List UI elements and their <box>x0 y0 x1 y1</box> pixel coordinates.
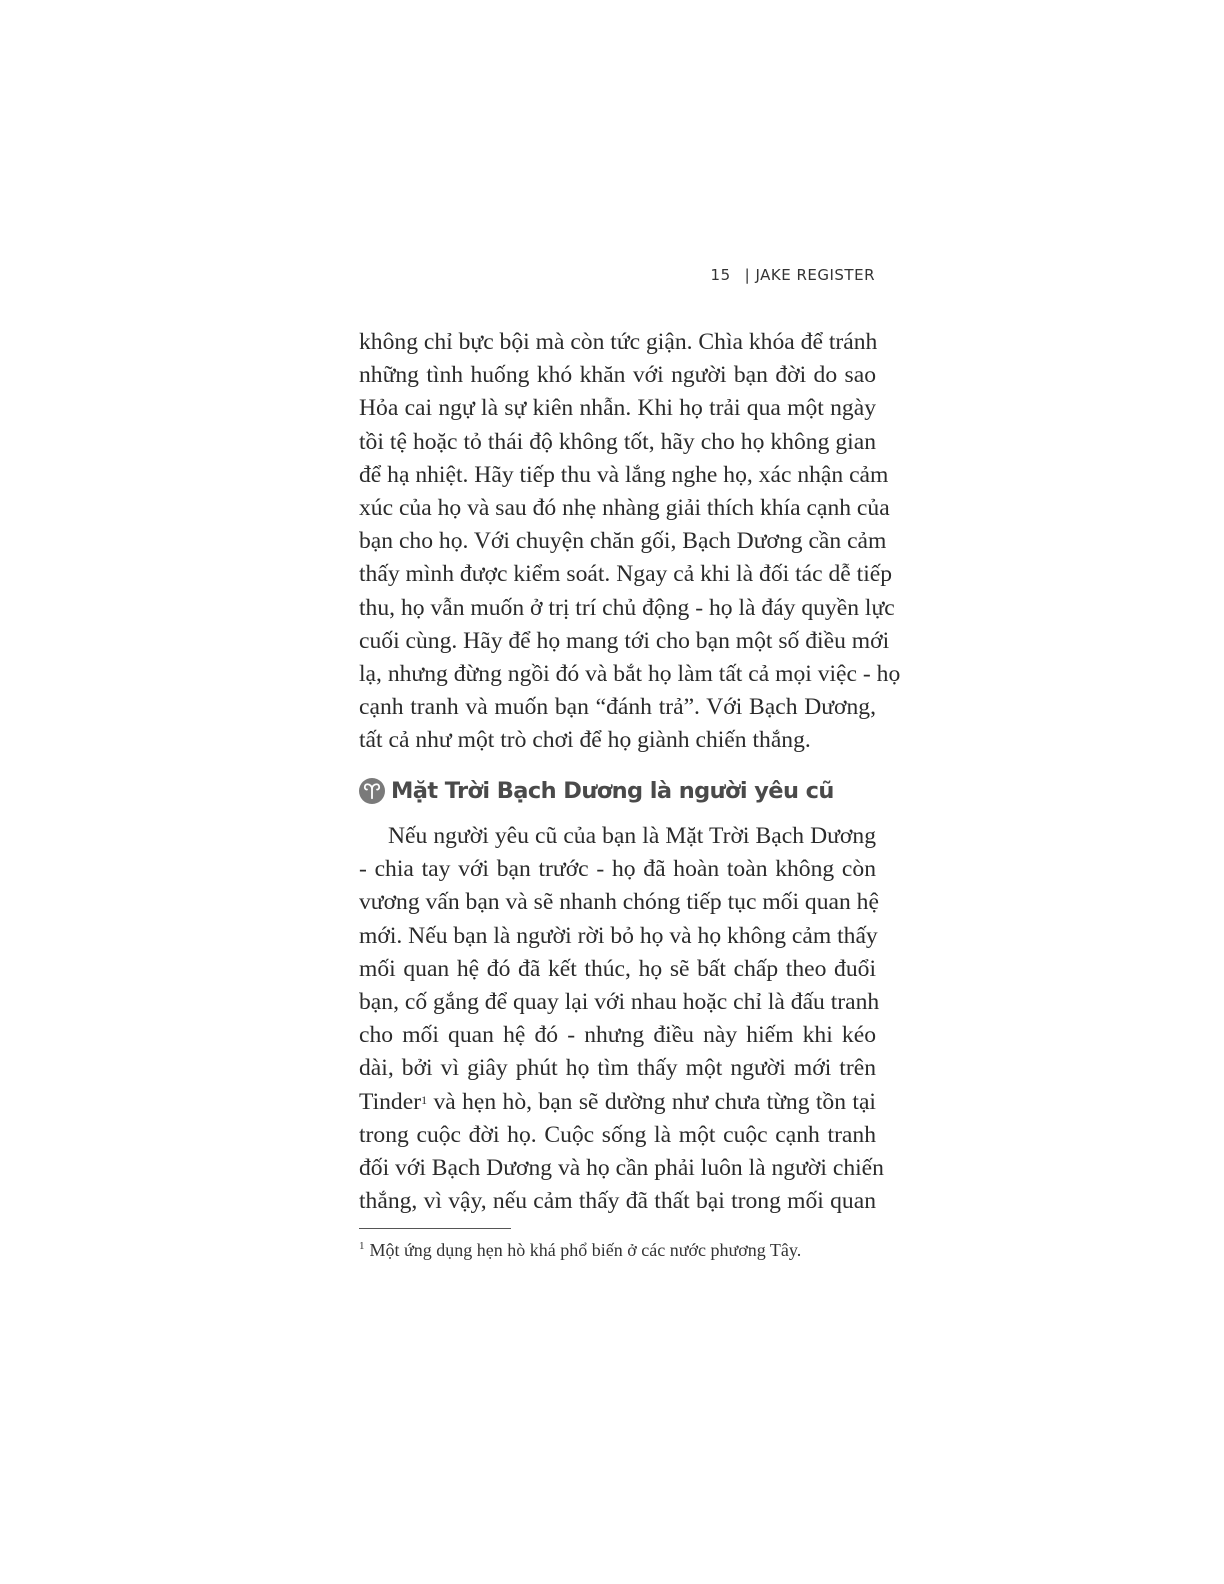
text-line: đối với Bạch Dương và họ cần phải luôn là người chiến <box>359 1154 884 1181</box>
footnote-divider <box>359 1228 511 1229</box>
aries-icon <box>359 778 385 804</box>
footnote-text: Một ứng dụng hẹn hò khá phổ biến ở các nước phương Tây. <box>369 1240 802 1260</box>
text-line: không chỉ bực bội mà còn tức giận. Chìa khóa để tránh <box>359 329 878 355</box>
footnote <box>359 1240 801 1261</box>
text-line-with-footnote <box>359 1086 876 1119</box>
body-paragraph-2 <box>359 820 884 1218</box>
text-line: những tình huống khó khăn với người bạn đời do sao <box>359 362 876 389</box>
text-line: dài, bởi vì giây phút họ tìm thấy một người mới trên <box>359 1055 876 1082</box>
tinder-word: Tinder <box>359 1088 422 1115</box>
text-line: cạnh tranh và muốn bạn “đánh trả”. Với Bạch Dương, <box>359 694 876 721</box>
text-line: mối quan hệ đó đã kết thúc, họ sẽ bất chấp theo đuổi <box>359 955 876 982</box>
body-paragraph-1 <box>359 326 901 757</box>
text-line: xúc của họ và sau đó nhẹ nhàng giải thích khía cạnh của <box>359 494 890 521</box>
footnote-reference[interactable]: 1 <box>421 1092 428 1107</box>
page-number: 15 <box>710 266 731 284</box>
text-line: lạ, nhưng đừng ngồi đó và bắt họ làm tất cả mọi việc - họ <box>359 660 901 687</box>
text-line: thấy mình được kiểm soát. Ngay cả khi là đối tác dễ tiếp <box>359 561 893 588</box>
text-line: thắng, vì vậy, nếu cảm thấy đã thất bại trong mối quan <box>359 1188 876 1215</box>
text-line-rest: và hẹn hò, bạn sẽ dường như chưa từng tồn tại <box>427 1088 876 1115</box>
text-line: để hạ nhiệt. Hãy tiếp thu và lắng nghe họ, xác nhận cảm <box>359 461 889 488</box>
text-line: - chia tay với bạn trước - họ đã hoàn toàn không còn <box>359 856 876 883</box>
text-line: cho mối quan hệ đó - nhưng điều này hiếm khi kéo <box>359 1022 876 1049</box>
text-line: vương vấn bạn và sẽ nhanh chóng tiếp tục mối quan hệ <box>359 889 879 916</box>
text-line: cuối cùng. Hãy để họ mang tới cho bạn một số điều mới <box>359 627 890 654</box>
section-heading <box>359 778 834 804</box>
running-header <box>711 266 875 284</box>
text-line: Nếu người yêu cũ của bạn là Mặt Trời Bạch Dương <box>388 823 876 849</box>
text-line: Hỏa cai ngự là sự kiên nhẫn. Khi họ trải qua một ngày <box>359 395 876 422</box>
text-line: thu, họ vẫn muốn ở trị trí chủ động - họ là đáy quyền lực <box>359 594 895 621</box>
section-title: Mặt Trời Bạch Dương là người yêu cũ <box>391 778 834 804</box>
footnote-number: 1 <box>359 1240 365 1252</box>
running-title: | JAKE REGISTER <box>744 266 875 284</box>
text-line: tất cả như một trò chơi để họ giành chiến thắng. <box>359 727 811 754</box>
text-line: bạn cho họ. Với chuyện chăn gối, Bạch Dương cần cảm <box>359 528 887 555</box>
text-line: trong cuộc đời họ. Cuộc sống là một cuộc cạnh tranh <box>359 1121 876 1148</box>
text-line: mới. Nếu bạn là người rời bỏ họ và họ không cảm thấy <box>359 922 878 949</box>
text-line: tồi tệ hoặc tỏ thái độ không tốt, hãy cho họ không gian <box>359 428 876 455</box>
text-line: bạn, cố gắng để quay lại với nhau hoặc chỉ là đấu tranh <box>359 988 880 1015</box>
